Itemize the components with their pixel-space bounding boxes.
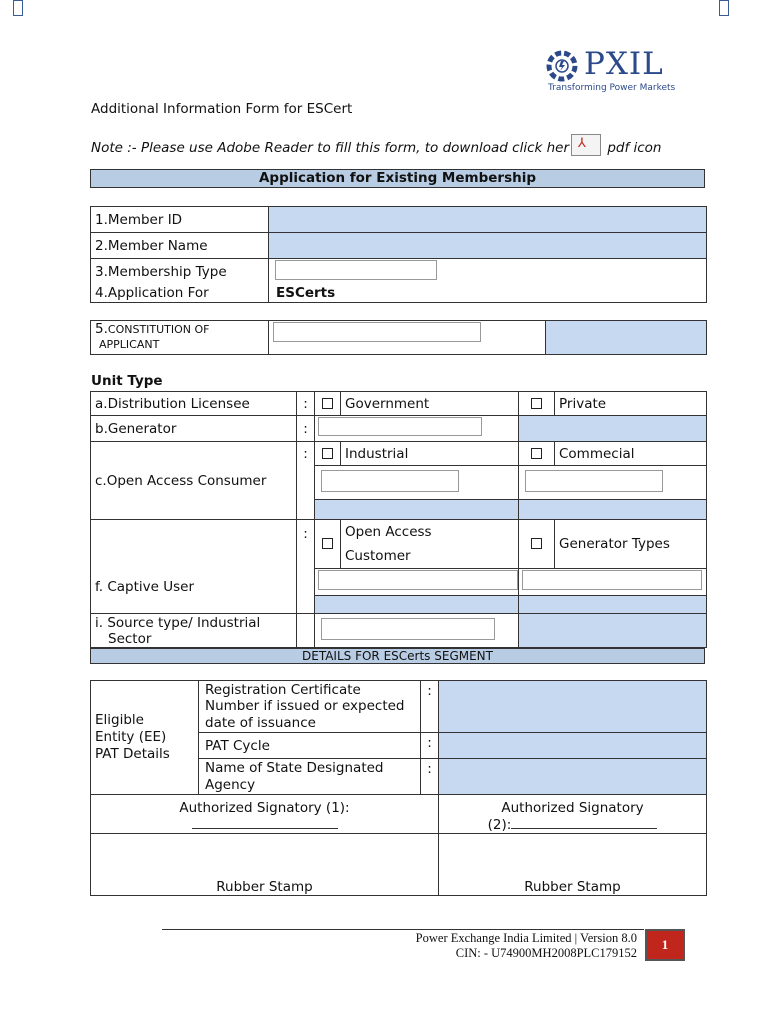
corner-marker-right	[719, 0, 729, 16]
signatory-2-label: Authorized Signatory	[501, 800, 644, 816]
registration-certificate-field[interactable]	[439, 681, 707, 733]
constitution-table	[90, 320, 707, 355]
open-access-other-field-2[interactable]	[519, 500, 707, 520]
signatory-2-line[interactable]	[511, 816, 657, 829]
private-label: Private	[555, 392, 707, 416]
membership-type-select[interactable]	[275, 260, 437, 280]
eligible-text-c: PAT Details	[95, 746, 170, 762]
generator-select[interactable]	[318, 417, 482, 436]
source-type-select[interactable]	[321, 618, 495, 640]
signatory-2-number: (2):	[487, 817, 512, 833]
footer-divider	[162, 929, 644, 930]
generator-types-checkbox[interactable]	[531, 538, 542, 549]
eligible-text-b: Entity (EE)	[95, 729, 167, 745]
signatory-1-label: Authorized Signatory (1):	[179, 800, 350, 816]
member-name-field[interactable]	[269, 233, 707, 259]
industrial-label: Industrial	[341, 442, 519, 466]
signatory-1-line[interactable]	[192, 816, 338, 829]
distribution-licensee-label: a.Distribution Licensee	[91, 392, 297, 416]
constitution-number: 5.	[95, 321, 108, 337]
captive-other-field-1[interactable]	[315, 596, 519, 614]
government-label: Government	[341, 392, 519, 416]
colon: :	[297, 520, 315, 614]
section-band-membership: Application for Existing Membership	[90, 169, 705, 188]
application-for-label: 4.Application For	[91, 285, 269, 303]
generator-types-label: Generator Types	[555, 520, 707, 569]
pat-cycle-field[interactable]	[439, 733, 707, 759]
constitution-text-a: CONSTITUTION OF	[107, 323, 210, 336]
membership-type-label: 3.Membership Type	[91, 259, 269, 285]
logo-text: PXIL	[584, 46, 664, 82]
unit-type-heading: Unit Type	[91, 373, 163, 389]
member-id-label: 1.Member ID	[91, 207, 269, 233]
section-band-escerts: DETAILS FOR ESCerts SEGMENT	[90, 648, 705, 664]
signatory-1-cell	[91, 795, 439, 834]
footer-company: Power Exchange India Limited | Version 8.0	[415, 931, 637, 945]
pat-cycle-label: PAT Cycle	[199, 733, 421, 759]
corner-marker-left	[13, 0, 23, 16]
state-agency-label: Name of State Designated Agency	[199, 759, 421, 795]
pdf-download-icon[interactable]: ⅄	[571, 134, 601, 156]
pxil-emblem-icon	[544, 48, 584, 84]
note-text: Note :- Please use Adobe Reader to fill this form, to download click her	[91, 140, 570, 156]
unit-type-table	[90, 391, 707, 648]
constitution-select[interactable]	[273, 322, 481, 342]
colon: :	[421, 681, 439, 733]
commercial-checkbox[interactable]	[531, 448, 542, 459]
constitution-label	[91, 321, 269, 355]
escerts-table	[90, 680, 707, 896]
member-name-label: 2.Member Name	[91, 233, 269, 259]
colon: :	[297, 416, 315, 442]
page-number: 1	[645, 929, 685, 961]
footer-cin: CIN: - U74900MH2008PLC179152	[455, 946, 637, 960]
industrial-checkbox[interactable]	[322, 448, 333, 459]
open-access-customer-text-a: Open Access	[345, 524, 432, 540]
footer-text	[340, 931, 637, 961]
logo-tagline: Transforming Power Markets	[548, 83, 676, 93]
eligible-text-a: Eligible	[95, 712, 144, 728]
source-type-text-b: Sector	[108, 630, 152, 647]
constitution-text-b: APPLICANT	[99, 338, 160, 351]
open-access-customer-checkbox[interactable]	[322, 538, 333, 549]
state-agency-field[interactable]	[439, 759, 707, 795]
commercial-label: Commecial	[555, 442, 707, 466]
colon: :	[297, 392, 315, 416]
rubber-stamp-2[interactable]: Rubber Stamp	[439, 834, 707, 896]
open-access-consumer-label: c.Open Access Consumer	[91, 442, 297, 520]
eligible-entity-label	[91, 681, 199, 795]
rubber-stamp-1[interactable]: Rubber Stamp	[91, 834, 439, 896]
industrial-select[interactable]	[321, 470, 459, 492]
generator-other-field[interactable]	[519, 416, 707, 442]
member-id-field[interactable]	[269, 207, 707, 233]
colon: :	[421, 733, 439, 759]
open-access-customer-text-b: Customer	[345, 548, 411, 564]
captive-other-field-2[interactable]	[519, 596, 707, 614]
private-checkbox[interactable]	[531, 398, 542, 409]
form-title: Additional Information Form for ESCert	[91, 101, 353, 117]
pxil-logo	[544, 48, 684, 98]
captive-user-label: f. Captive User	[91, 520, 297, 614]
note-suffix: pdf icon	[607, 140, 662, 156]
colon: :	[297, 442, 315, 520]
constitution-other-field[interactable]	[546, 321, 707, 355]
membership-table	[90, 206, 707, 303]
commercial-select[interactable]	[525, 470, 663, 492]
download-note	[91, 134, 661, 156]
colon: :	[421, 759, 439, 795]
application-for-value: ESCerts	[269, 285, 707, 303]
open-access-customer-select[interactable]	[318, 570, 518, 590]
source-type-text-a: i. Source type/ Industrial	[95, 614, 261, 631]
signatory-2-cell	[439, 795, 707, 834]
registration-certificate-label: Registration Certificate Number if issued or expected date of issuance	[199, 681, 421, 733]
source-type-label	[91, 614, 297, 648]
generator-types-select[interactable]	[522, 570, 702, 590]
source-type-other-field[interactable]	[519, 614, 707, 648]
open-access-customer-label	[341, 520, 519, 569]
open-access-other-field-1[interactable]	[315, 500, 519, 520]
generator-label: b.Generator	[91, 416, 297, 442]
government-checkbox[interactable]	[322, 398, 333, 409]
